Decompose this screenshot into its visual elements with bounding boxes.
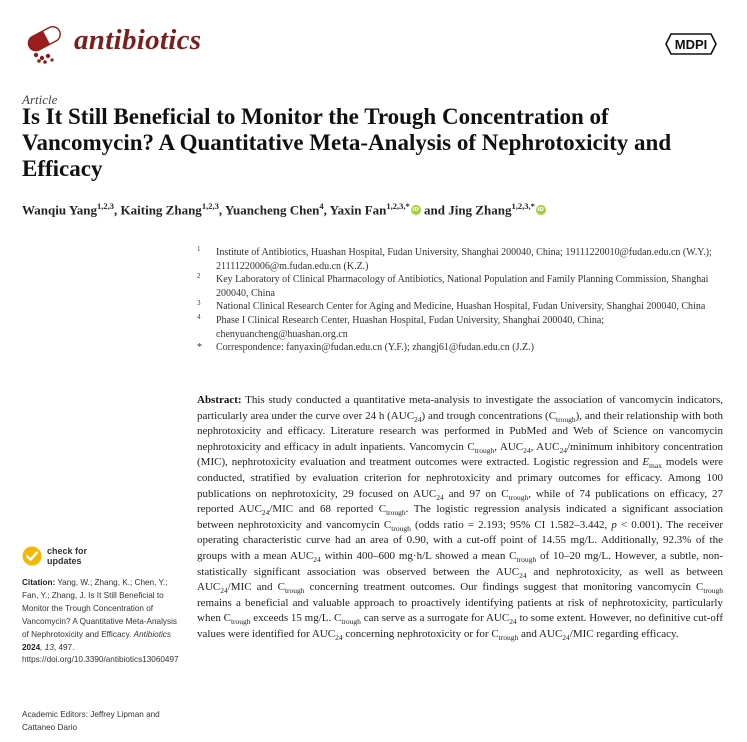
check-updates-label [47, 547, 87, 566]
abstract-text: exceeds 15 mg/L. C [250, 612, 342, 625]
abstract-text: and nephrotoxicity, as well as between AUC [197, 565, 723, 594]
affiliation-number: 2 [197, 272, 201, 281]
abstract-text: concerning nephrotoxicity or for C [342, 627, 499, 640]
affiliation-text: Key Laboratory of Clinical Pharmacology of Antibiotics, National Population and Family Planning Commission, Shanghai 200040, China [216, 274, 709, 299]
citation-doi-link[interactable]: , 497. https://doi.org/10.3390/antibiotics13060497 [22, 642, 179, 665]
subscript: max [649, 461, 662, 471]
subscript: 24 [261, 508, 270, 518]
subscript: 24 [313, 555, 321, 565]
correspondence-item [197, 341, 717, 355]
affiliations [197, 246, 717, 355]
author-name[interactable]: Yaxin Fan [329, 202, 387, 218]
subscript: 24 [519, 570, 527, 580]
subscript: 24 [335, 633, 343, 643]
affiliation-item [197, 314, 717, 341]
abstract-text: , AUC [494, 440, 524, 453]
subscript: trough [386, 508, 406, 518]
subscript: trough [516, 555, 537, 565]
subscript: 24 [509, 617, 517, 627]
subscript: trough [474, 445, 495, 455]
subscript: trough [284, 586, 305, 596]
subscript: trough [230, 617, 251, 627]
author-name[interactable]: Jing Zhang [448, 202, 512, 218]
subscript: 24 [436, 492, 444, 502]
abstract-text: (odds ratio = 2.193; 95% CI 1.582–3.442, [410, 518, 612, 531]
check-updates-line2: updates [47, 555, 82, 566]
check-updates-line1: check for [47, 546, 88, 556]
abstract [197, 393, 723, 643]
journal-logo-icon [22, 22, 68, 64]
affiliation-number: 1 [197, 245, 201, 253]
abstract-text: can serve as a surrogate for AUC [360, 612, 510, 625]
author-affil-sup: 1,2,3 [201, 201, 219, 211]
author-name[interactable]: Kaiting Zhang [120, 202, 202, 218]
subscript: 24 [220, 586, 228, 596]
abstract-text: . The logistic regression analysis indicated a significant association between nephrotoxicity and vancomycin C [197, 503, 724, 531]
abstract-text: /minimum inhibitory concentration (MIC), nephrotoxicity evaluation and treatment outcomes were extracted. Logistic regression and [197, 440, 723, 469]
author-affil-sup: 1,2,3,* [511, 201, 535, 211]
author-separator: and [420, 202, 449, 218]
article-type: Article [22, 92, 58, 107]
subscript: trough [391, 523, 411, 533]
journal-name: antibiotics [74, 24, 202, 56]
abstract-text: ) and trough concentrations (C [421, 409, 557, 422]
abstract-text: and 97 on C [443, 487, 509, 500]
affiliation-number: 4 [197, 312, 201, 321]
article-title: Is It Still Beneficial to Monitor the Trough Concentration of Vancomycin? A Quantitative Meta-Analysis of Nephrotoxicity and Efficacy [22, 104, 672, 181]
author-name[interactable]: Wanqiu Yang [22, 202, 98, 218]
orcid-icon[interactable] [536, 205, 546, 215]
subscript: trough [556, 414, 576, 424]
subscript: 24 [414, 414, 422, 424]
abstract-text: This study conducted a quantitative meta-analysis to investigate the association of vancomycin indicators, particularly area under the curve over 24 h (AUC [197, 394, 723, 422]
abstract-label: Abstract: [197, 394, 242, 406]
abstract-text: to some extent. However, no definitive cut-off values were identified for AUC [197, 612, 724, 640]
abstract-text: remains a beneficial and valuable approach to proactively identifying patients at risk of nephrotoxicity, particularly when C [197, 596, 723, 625]
check-updates-icon [22, 546, 42, 566]
affiliation-item [197, 246, 717, 273]
correspondence-mark: * [197, 342, 202, 354]
citation-journal: Antibiotics [133, 629, 171, 639]
citation-block [22, 577, 182, 667]
orcid-icon[interactable] [411, 205, 421, 215]
abstract-text: /MIC and C [227, 581, 285, 594]
p-value-symbol: p [611, 518, 617, 531]
affiliation-item [197, 300, 717, 314]
subscript: trough [703, 586, 723, 596]
abstract-text: ), and their relationship with both nephrotoxicity and efficacy. Literature research was performed in PubMed and Web of Science on vancomycin nephrotoxicity and efficacy in adult inpatients. Vancomycin C [197, 409, 724, 453]
author-affil-sup: 1,2,3 [97, 201, 115, 211]
affiliation-item [197, 273, 717, 300]
author-separator: , [323, 202, 330, 218]
abstract-text: and AUC [518, 627, 563, 640]
author-separator: , [218, 202, 225, 218]
affiliation-text: Institute of Antibiotics, Huashan Hospital, Fudan University, Shanghai 200040, China; 19111220010@fudan.edu.cn (W.Y.); 21111220006@m.fudan.edu.cn (K.Z.) [216, 247, 712, 272]
citation-label: Citation: [22, 578, 56, 587]
citation-volume: , 13 [40, 642, 54, 652]
affiliation-text: Phase I Clinical Research Center, Huashan Hospital, Fudan University, Shanghai 200040, China; chenyuancheng@huashan.org.cn [216, 314, 605, 340]
abstract-text: /MIC and 68 reported C [269, 503, 387, 516]
subscript: trough [341, 617, 361, 627]
citation-text: Yang, W.; Zhang, K.; Chen, Y.; Fan, Y.; Zhang, J. Is It Still Beneficial to Monitor the Trough Concentration of Vancomycin? A Quantitative Meta-Analysis of Nephrotoxicity and Efficacy. [22, 578, 178, 639]
subscript: trough [498, 633, 519, 643]
affiliation-text: National Clinical Research Center for Aging and Medicine, Huashan Hospital, Fudan University, Shanghai 200040, China [216, 301, 706, 313]
citation-year: 2024 [22, 642, 41, 652]
abstract-text: within 400–600 mg·h/L showed a mean C [320, 549, 517, 562]
subscript: trough [508, 492, 529, 502]
affiliation-number: 3 [197, 299, 201, 308]
author-affil-sup: 1,2,3,* [386, 201, 410, 211]
abstract-text: of 10–20 mg/L. However, a subtle, non-statistically significant association was observed between the AUC [197, 549, 723, 578]
subscript: 24 [562, 633, 570, 643]
check-for-updates-button[interactable] [22, 546, 122, 568]
mdpi-logo-icon [662, 30, 720, 56]
abstract-text: models were conducted, stratified by evaluation criterion for nephrotoxicity and primary outcomes for efficacy. Among 100 publications on nephrotoxicity, 29 focused on AUC [197, 456, 723, 500]
publisher-name: MDPI [674, 37, 708, 52]
author-separator: , [114, 202, 121, 218]
academic-editors: Academic Editors: Jeffrey Lipman and Cattaneo Dario [22, 710, 160, 732]
correspondence-text: Correspondence: fanyaxin@fudan.edu.cn (Y.F.); zhangj61@fudan.edu.cn (J.Z.) [216, 342, 534, 354]
subscript: 24 [523, 445, 531, 455]
author-list [22, 201, 732, 218]
author-name[interactable]: Yuancheng Chen [224, 202, 320, 218]
subscript: 24 [559, 445, 567, 455]
abstract-text: < 0.001). The receiver operating characteristic curve had an area of 0.90, with a cut-off point of 14.55 mg/L. Additionally, 92.3% of the groups with a mean AUC [197, 518, 724, 562]
emax-symbol: E [642, 456, 650, 469]
abstract-text: , AUC [530, 440, 560, 453]
abstract-text: , while of 74 publications on efficacy, 27 reported AUC [197, 487, 723, 516]
abstract-text: /MIC regarding efficacy. [569, 627, 679, 640]
author-affil-sup: 4 [319, 201, 324, 211]
abstract-text: concerning treatment outcomes. Our findings suggest that monitoring vancomycin C [304, 581, 704, 594]
